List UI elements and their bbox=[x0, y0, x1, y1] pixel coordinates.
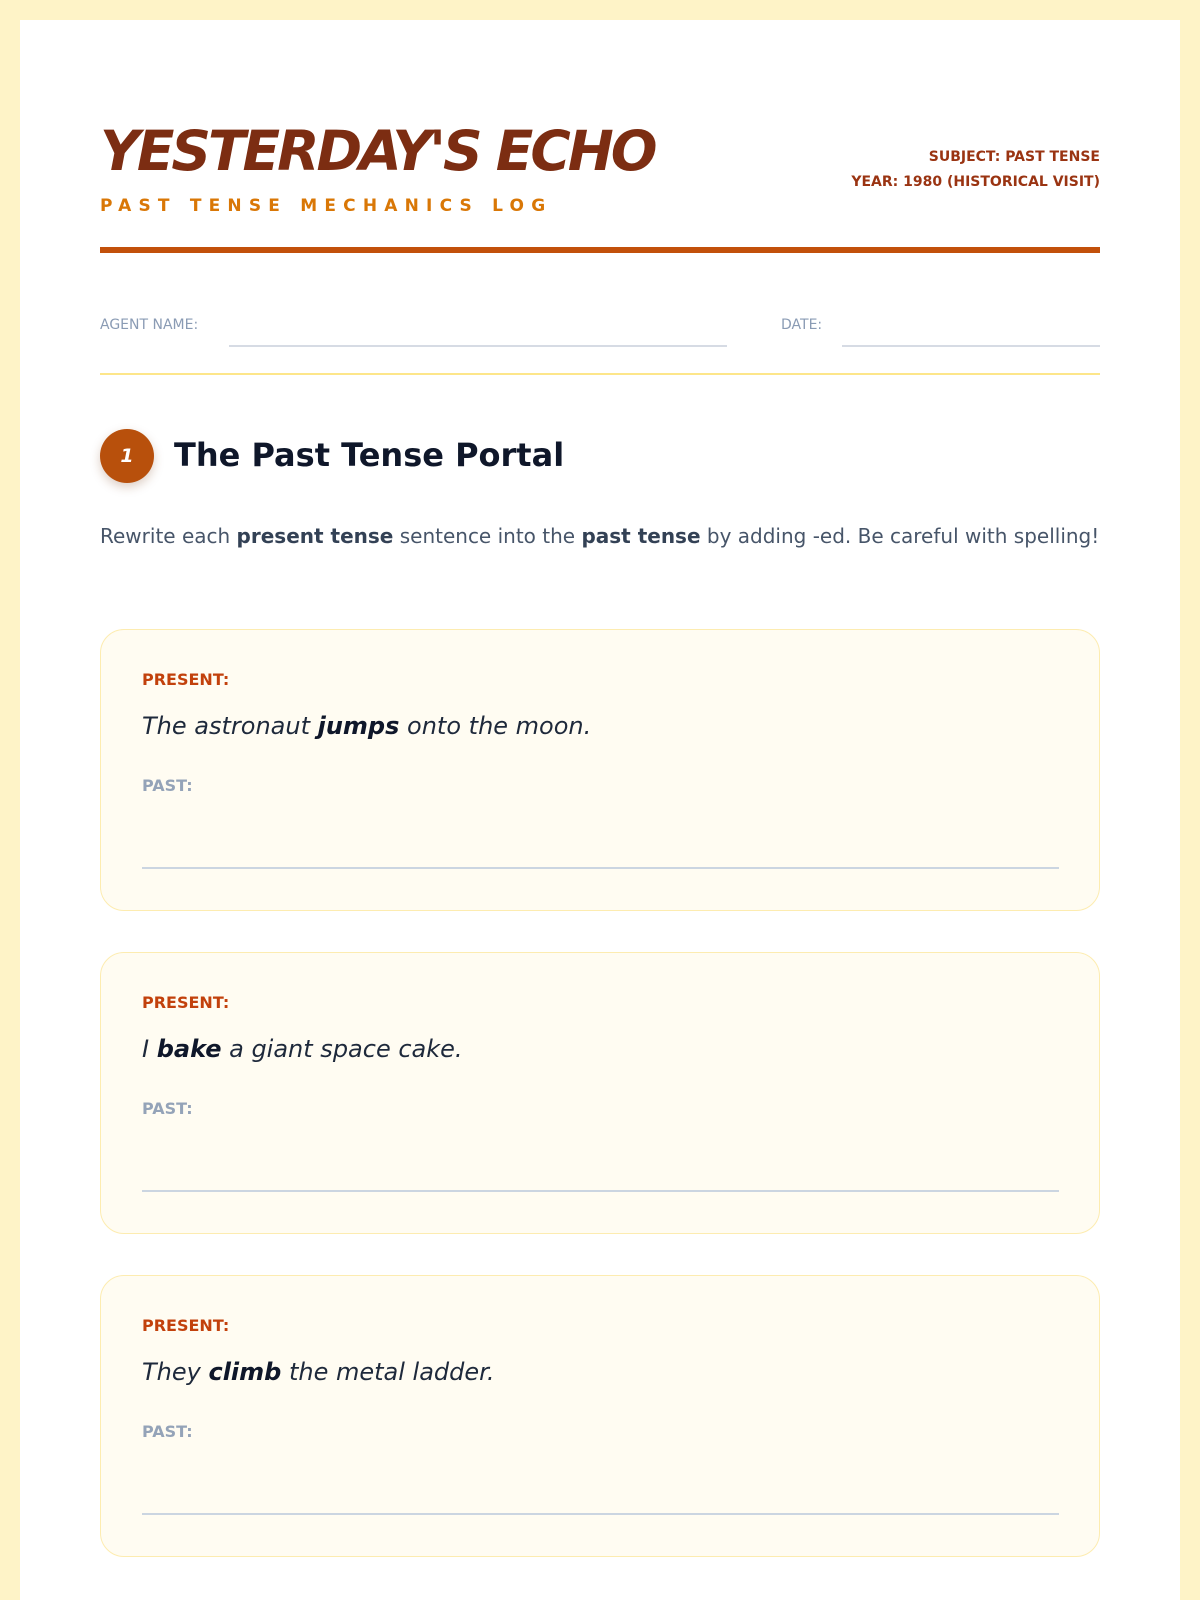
instructions-text: Rewrite each bbox=[100, 524, 237, 548]
sentence-text: the metal ladder. bbox=[281, 1358, 495, 1386]
present-sentence bbox=[142, 1035, 463, 1063]
worksheet-title: YESTERDAY'S ECHO bbox=[100, 119, 655, 183]
sentence-text: They bbox=[142, 1358, 209, 1386]
present-label: PRESENT: bbox=[142, 1316, 230, 1335]
instructions-text: sentence into the bbox=[393, 524, 582, 548]
present-label: PRESENT: bbox=[142, 670, 230, 689]
exercise-card bbox=[100, 629, 1100, 911]
section-title: The Past Tense Portal bbox=[174, 436, 565, 474]
subject-label: SUBJECT: PAST TENSE bbox=[928, 149, 1100, 165]
agent-name-field[interactable] bbox=[229, 345, 727, 347]
instructions-emphasis: present tense bbox=[236, 524, 394, 548]
past-answer-field[interactable] bbox=[142, 1513, 1059, 1515]
sentence-verb: jumps bbox=[317, 712, 400, 740]
date-label: DATE: bbox=[781, 317, 823, 333]
worksheet-page bbox=[20, 20, 1180, 1600]
exercise-card bbox=[100, 1275, 1100, 1557]
sentence-text: a giant space cake. bbox=[221, 1035, 463, 1063]
instructions-emphasis: past tense bbox=[581, 524, 701, 548]
section-number-badge: 1 bbox=[100, 429, 154, 483]
worksheet-subtitle: PAST TENSE MECHANICS LOG bbox=[100, 196, 553, 216]
present-sentence bbox=[142, 712, 591, 740]
agent-name-label: AGENT NAME: bbox=[100, 317, 199, 333]
sentence-text: onto the moon. bbox=[399, 712, 592, 740]
past-label: PAST: bbox=[142, 1099, 193, 1118]
past-label: PAST: bbox=[142, 776, 193, 795]
past-label: PAST: bbox=[142, 1422, 193, 1441]
instructions-text: by adding -ed. Be careful with spelling! bbox=[700, 524, 1100, 548]
worksheet-meta bbox=[851, 145, 1100, 195]
sentence-text: I bbox=[142, 1035, 157, 1063]
present-sentence bbox=[142, 1358, 494, 1386]
sentence-verb: bake bbox=[156, 1035, 222, 1063]
section-instructions bbox=[100, 520, 1100, 553]
exercise-card bbox=[100, 952, 1100, 1234]
past-answer-field[interactable] bbox=[142, 867, 1059, 869]
sentence-verb: climb bbox=[208, 1358, 282, 1386]
past-answer-field[interactable] bbox=[142, 1190, 1059, 1192]
date-field[interactable] bbox=[842, 345, 1100, 347]
info-divider bbox=[100, 373, 1100, 375]
present-label: PRESENT: bbox=[142, 993, 230, 1012]
sentence-text: The astronaut bbox=[142, 712, 318, 740]
year-label: YEAR: 1980 (HISTORICAL VISIT) bbox=[851, 174, 1100, 190]
header-divider bbox=[100, 247, 1100, 253]
